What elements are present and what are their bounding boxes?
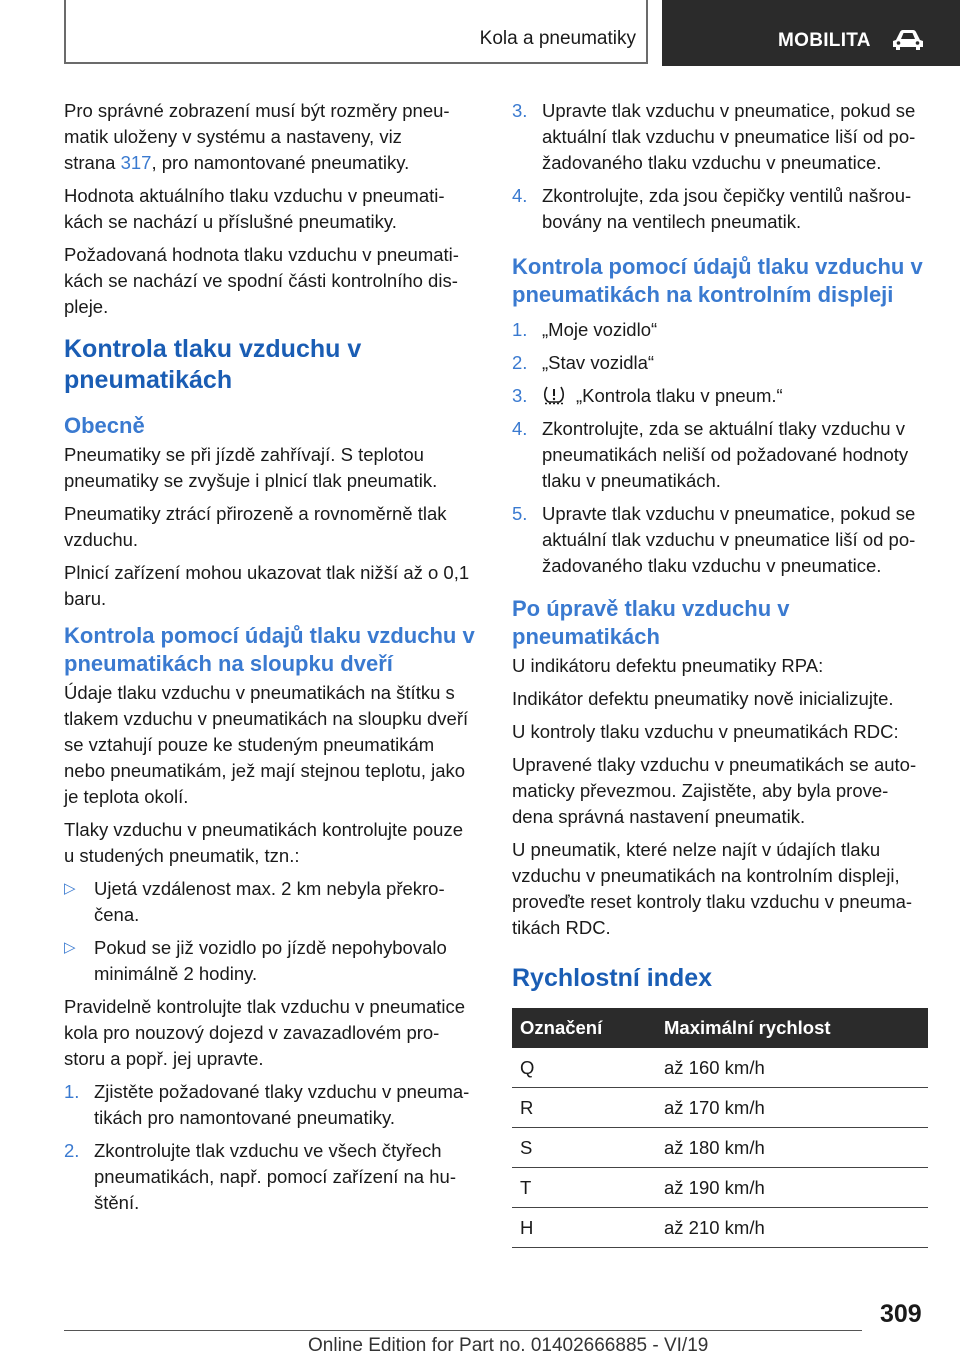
paragraph-cold-tires: Tlaky vzduchu v pneumatikách kontrolujte pouze u studených pneumatik, tzn.: [64,819,463,866]
paragraph-dimensions: Pro správné zobrazení musí být rozměry pneu‐ matik uloženy v systému a nastaveny, viz strana 317, pro namontované pneumatiky. [64,100,450,173]
list-item: 2. „Stav vozidla“ [512,352,655,373]
list-item: 3. Upravte tlak vzduchu v pneumatice, pokud se aktuální tlak vzduchu v pneumatice liší od po‐ žadovaného tlaku vzduchu v pneumatice. [512,100,916,173]
list-item: 1. Zjistěte požadované tlaky vzduchu v pneuma‐ tikách pro namontované pneumatiky. [64,1081,470,1128]
triangle-bullet-icon: ▷ [64,880,76,897]
triangle-bullet-icon: ▷ [64,939,76,956]
paragraph-heating: Pneumatiky se při jízdě zahřívají. S teplotou pneumatiky se zvyšuje i plnicí tlak pneumatik. [64,444,438,491]
heading-after-adjustment: Po úpravě tlaku vzduchu v pneumatikách [512,596,790,649]
table-row: Q až 160 km/h [512,1048,928,1088]
section-title: Kola a pneumatiky [479,28,636,49]
paragraph-spare-wheel: Pravidelně kontrolujte tlak vzduchu v pneumatice kola pro nouzový dojezd v zavazadlovém pro‐ storu a popř. jej upravte. [64,996,466,1069]
heading-general: Obecně [64,413,145,438]
table-row: R až 170 km/h [512,1088,928,1128]
paragraph-rpa: U indikátoru defektu pneumatiky RPA: [512,655,824,676]
list-item: ▷ Ujetá vzdálenost max. 2 km nebyla překro‐ čena. [64,878,445,925]
chapter-tab [662,0,960,66]
footer-divider [64,1330,862,1331]
list-item: 5. Upravte tlak vzduchu v pneumatice, pokud se aktuální tlak vzduchu v pneumatice liší od po‐ žadovaného tlaku vzduchu v pneumatice. [512,503,916,576]
paragraph-label-info: Údaje tlaku vzduchu v pneumatikách na štítku s tlakem vzduchu v pneumatikách na sloupku dveří se vztahují pouze ke studeným pneumatikám nebo pneumatikám, jež mají stejnou teplotu, jako je teplota okolí. [64,682,469,807]
page-header [0,0,960,66]
steps-list [64,1079,478,1216]
paragraph-loss: Pneumatiky ztrácí přirozeně a rovnoměrně tlak vzduchu. [64,503,447,550]
paragraph-rdc-reset: U pneumatik, které nelze najít v údajích tlaku vzduchu v pneumatikách na kontrolním displeji, proveďte reset kontroly tlaku vzduchu v pneuma‐ tikách RDC. [512,839,913,938]
table-row: T až 190 km/h [512,1168,928,1208]
page-number: 309 [880,1300,922,1328]
speed-index-table [512,1008,928,1248]
list-item: 1. „Moje vozidlo“ [512,319,658,340]
column-header-max-speed: Maximální rychlost [656,1008,928,1048]
tire-pressure-warning-icon [542,383,566,405]
paragraph-rdc: U kontroly tlaku vzduchu v pneumatikách RDC: [512,721,899,742]
left-column [64,98,478,1223]
list-item: 4. Zkontrolujte, zda se aktuální tlaky vzduchu v pneumatikách neliší od požadované hodnoty tlaku v pneumatikách. [512,418,909,491]
page-reference-link[interactable]: 317 [120,152,152,173]
list-item: 3. „Kontrola tlaku v pneum.“ [512,385,783,406]
list-item: 4. Zkontrolujte, zda jsou čepičky ventilů našrou‐ bovány na ventilech pneumatik. [512,185,912,232]
table-row: H až 210 km/h [512,1208,928,1248]
paragraph-rpa-init: Indikátor defektu pneumatiky nově inicializujte. [512,688,894,709]
heading-check-pressure: Kontrola tlaku vzduchu v pneumatikách [64,335,362,394]
edition-note: Online Edition for Part no. 01402666885 - VI/19 [308,1335,709,1356]
list-item: 2. Zkontrolujte tlak vzduchu ve všech čtyřech pneumatikách, např. pomocí zařízení na hu‐ štění. [64,1140,456,1213]
paragraph-required-value: Požadovaná hodnota tlaku vzduchu v pneumati‐ kách se nachází ve spodní části kontrolního dis‐ pleje. [64,244,459,317]
paragraph-current-value: Hodnota aktuálního tlaku vzduchu v pneumati‐ kách se nachází u příslušné pneumatiky. [64,185,445,232]
right-column [512,98,926,1248]
car-icon [890,28,926,52]
steps-list-continued [512,98,926,235]
bullet-list [64,876,478,987]
heading-door-pillar: Kontrola pomocí údajů tlaku vzduchu v pneumatikách na sloupku dveří [64,623,475,676]
paragraph-filling-devices: Plnicí zařízení mohou ukazovat tlak nižší až o 0,1 baru. [64,562,470,609]
heading-control-display: Kontrola pomocí údajů tlaku vzduchu v pneumatikách na kontrolním displeji [512,254,923,307]
heading-speed-index: Rychlostní index [512,964,713,992]
table-header-row [512,1008,928,1048]
display-steps-list [512,317,926,579]
list-item: ▷ Pokud se již vozidlo po jízdě nepohybovalo minimálně 2 hodiny. [64,937,447,984]
table-row: S až 180 km/h [512,1128,928,1168]
chapter-title: MOBILITA [778,30,871,51]
column-header-designation: Označení [512,1008,656,1048]
paragraph-rdc-auto: Upravené tlaky vzduchu v pneumatikách se auto‐ maticky převezmou. Zajistěte, aby byla prove‐ dena správná nastavení pneumatik. [512,754,917,827]
